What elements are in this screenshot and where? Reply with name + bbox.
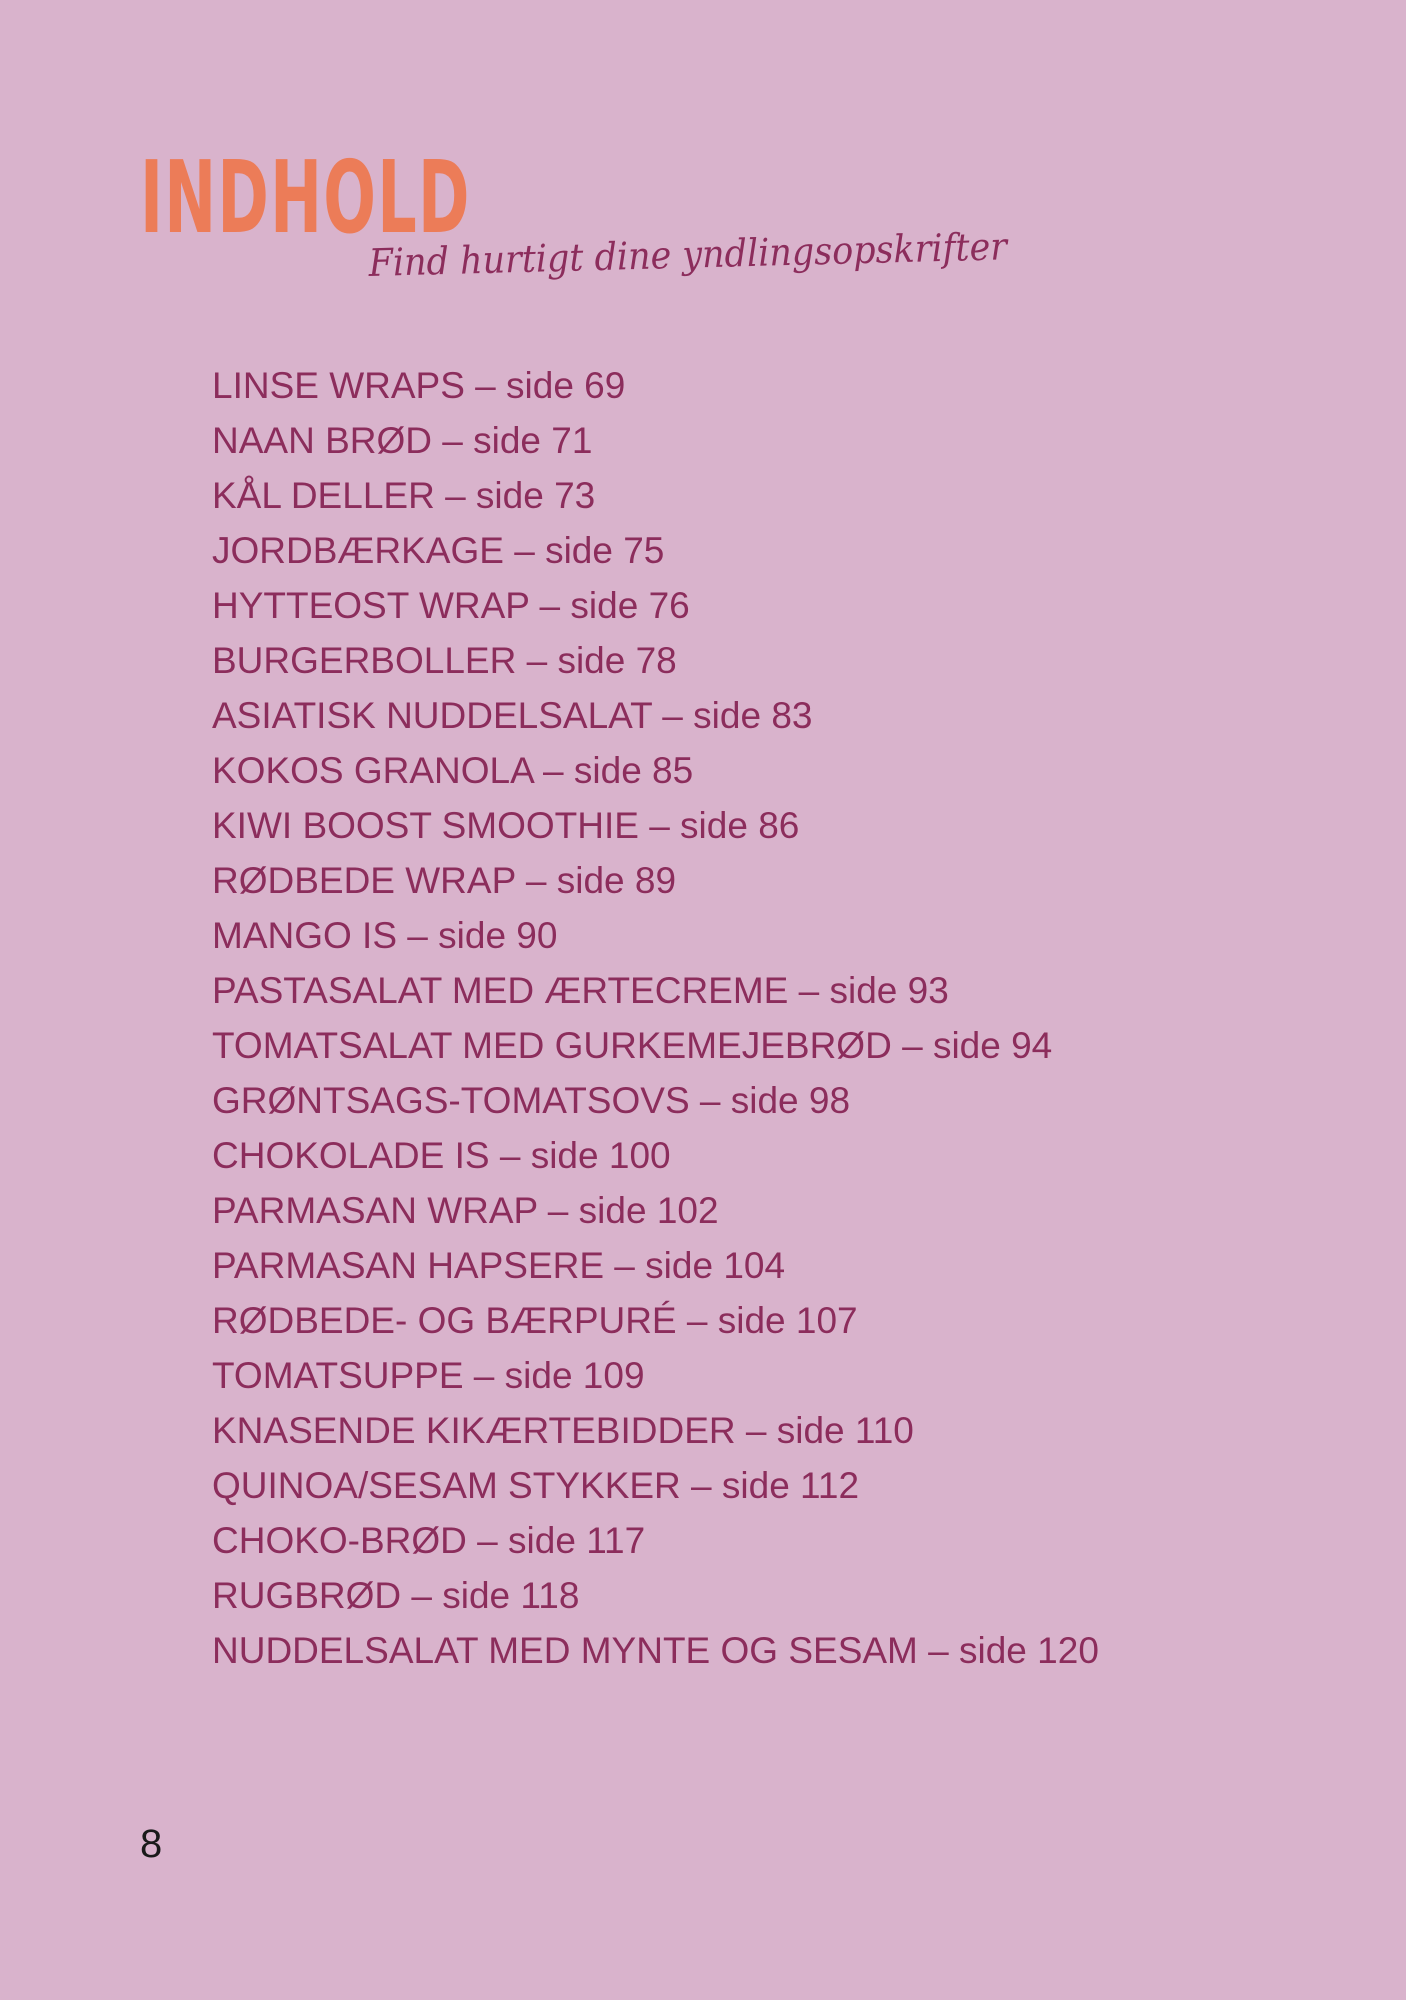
toc-entry: PARMASAN WRAP – side 102: [212, 1190, 719, 1231]
page-title: INDHOLD: [140, 139, 471, 256]
toc-entry: CHOKOLADE IS – side 100: [212, 1135, 671, 1176]
toc-entry: LINSE WRAPS – side 69: [212, 365, 626, 406]
table-of-contents: [212, 358, 1099, 1678]
toc-entry: BURGERBOLLER – side 78: [212, 640, 677, 681]
toc-entry: KNASENDE KIKÆRTEBIDDER – side 110: [212, 1410, 914, 1451]
toc-entry: JORDBÆRKAGE – side 75: [212, 530, 665, 571]
toc-entry: NAAN BRØD – side 71: [212, 420, 593, 461]
toc-entry: RØDBEDE- OG BÆRPURÉ – side 107: [212, 1300, 858, 1341]
page-number: 8: [140, 1822, 163, 1866]
toc-entry: RUGBRØD – side 118: [212, 1575, 580, 1616]
toc-entry: NUDDELSALAT MED MYNTE OG SESAM – side 120: [212, 1630, 1099, 1671]
toc-entry: KOKOS GRANOLA – side 85: [212, 750, 694, 791]
toc-entry: PASTASALAT MED ÆRTECREME – side 93: [212, 970, 949, 1011]
toc-entry: TOMATSALAT MED GURKEMEJEBRØD – side 94: [212, 1025, 1053, 1066]
toc-entry: CHOKO-BRØD – side 117: [212, 1520, 646, 1561]
toc-entry: TOMATSUPPE – side 109: [212, 1355, 645, 1396]
toc-entry: KIWI BOOST SMOOTHIE – side 86: [212, 805, 800, 846]
toc-entry: RØDBEDE WRAP – side 89: [212, 860, 677, 901]
toc-entry: QUINOA/SESAM STYKKER – side 112: [212, 1465, 860, 1506]
toc-entry: PARMASAN HAPSERE – side 104: [212, 1245, 786, 1286]
toc-entry: KÅL DELLER – side 73: [212, 475, 596, 516]
toc-entry: GRØNTSAGS-TOMATSOVS – side 98: [212, 1080, 851, 1121]
toc-entry: ASIATISK NUDDELSALAT – side 83: [212, 695, 813, 736]
toc-entry: HYTTEOST WRAP – side 76: [212, 585, 690, 626]
toc-entry: MANGO IS – side 90: [212, 915, 558, 956]
page-subtitle: Find hurtigt dine yndlingsopskrifter: [368, 224, 1008, 285]
